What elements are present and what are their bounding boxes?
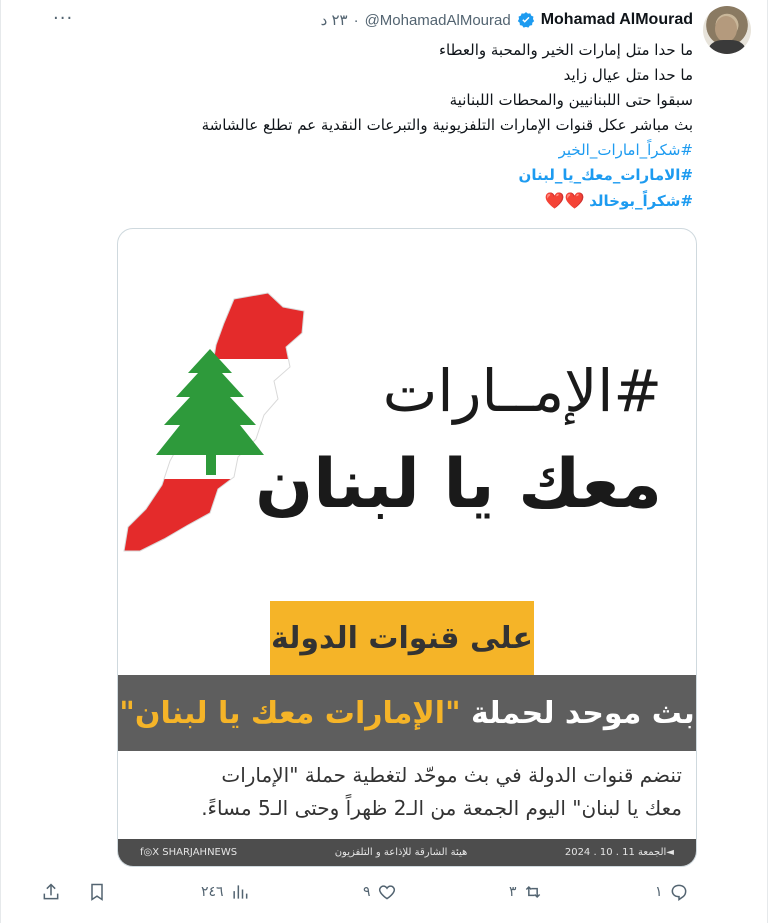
heart-icon (377, 882, 397, 902)
tweet-line: ما حدا متل عيال زايد (563, 66, 693, 84)
replies-count: ١ (655, 884, 663, 900)
retweets-count: ٣ (509, 884, 517, 900)
channels-label: على قنوات الدولة (270, 620, 534, 656)
media-big-title: معك يا لبنان (255, 445, 662, 524)
retweet-button[interactable] (509, 872, 543, 912)
hearts-emoji: ❤️❤️ (544, 191, 585, 210)
media-hash-title: #الإمــارات (382, 357, 662, 425)
desc-line: تنضم قنوات الدولة في بث موحّد لتغطية حملة "الإمارات (221, 763, 682, 787)
lebanon-map-flag (118, 289, 318, 599)
verified-badge-icon (517, 11, 535, 29)
tweet-line: بث مباشر عكل قنوات الإمارات التلفزيونية والتبرعات النقدية عم تطلع عالشاشة (201, 116, 693, 134)
hashtag-link[interactable]: #الامارات_معك_يا_لبنان (518, 166, 693, 184)
share-button[interactable] (41, 872, 61, 912)
action-bar (41, 872, 703, 912)
channels-label-box (270, 601, 534, 675)
tweet-header (321, 9, 693, 31)
more-options-icon[interactable]: ··· (53, 8, 74, 29)
avatar[interactable] (703, 6, 751, 54)
retweet-icon (523, 882, 543, 902)
reply-button[interactable] (655, 872, 689, 912)
media-description (130, 759, 682, 825)
like-button[interactable] (363, 872, 397, 912)
hashtag-link[interactable]: #شكراً_امارات_الخير (558, 141, 693, 159)
band-prefix: بث موحد لحملة (460, 695, 695, 731)
tweet-line: سبقوا حتى اللبنانيين والمحطات اللبنانية (449, 91, 693, 109)
footer-date: الجمعة 11 . 10 . 2024◄ (564, 847, 674, 858)
avatar-body (709, 40, 745, 54)
footer-social: f◎X SHARJAHNEWS (140, 847, 238, 858)
avatar-face (715, 16, 737, 42)
desc-line: معك يا لبنان" اليوم الجمعة من الـ2 ظهراً وحتى الـ5 مساءً. (201, 796, 682, 820)
reply-icon (669, 882, 689, 902)
band-highlight: "الإمارات معك يا لبنان" (119, 695, 461, 731)
author-name[interactable]: Mohamad AlMourad (540, 11, 693, 28)
header-separator: · (353, 11, 359, 29)
footer-org: هيئة الشارقة للإذاعة و التلفزيون (334, 847, 468, 858)
band-text (119, 696, 695, 731)
views-icon (230, 882, 250, 902)
views-count: ٢٤٦ (201, 884, 224, 900)
tweet-media-image[interactable] (117, 228, 697, 867)
unified-broadcast-band (118, 675, 696, 751)
tweet-line: ما حدا متل إمارات الخير والمحبة والعطاء (438, 41, 693, 59)
bookmark-icon (87, 882, 107, 902)
author-handle[interactable]: @MohamadAlMourad (364, 11, 511, 29)
likes-count: ٩ (363, 884, 371, 900)
media-footer (118, 839, 696, 866)
hashtag-line (73, 188, 693, 214)
hashtag-link[interactable]: #شكراً_بوخالد (589, 192, 693, 210)
tweet-time[interactable]: ٢٣ د (320, 12, 348, 29)
views-button[interactable] (201, 872, 250, 912)
bookmark-button[interactable] (87, 872, 107, 912)
share-icon (41, 882, 61, 902)
tweet-text (73, 38, 693, 214)
